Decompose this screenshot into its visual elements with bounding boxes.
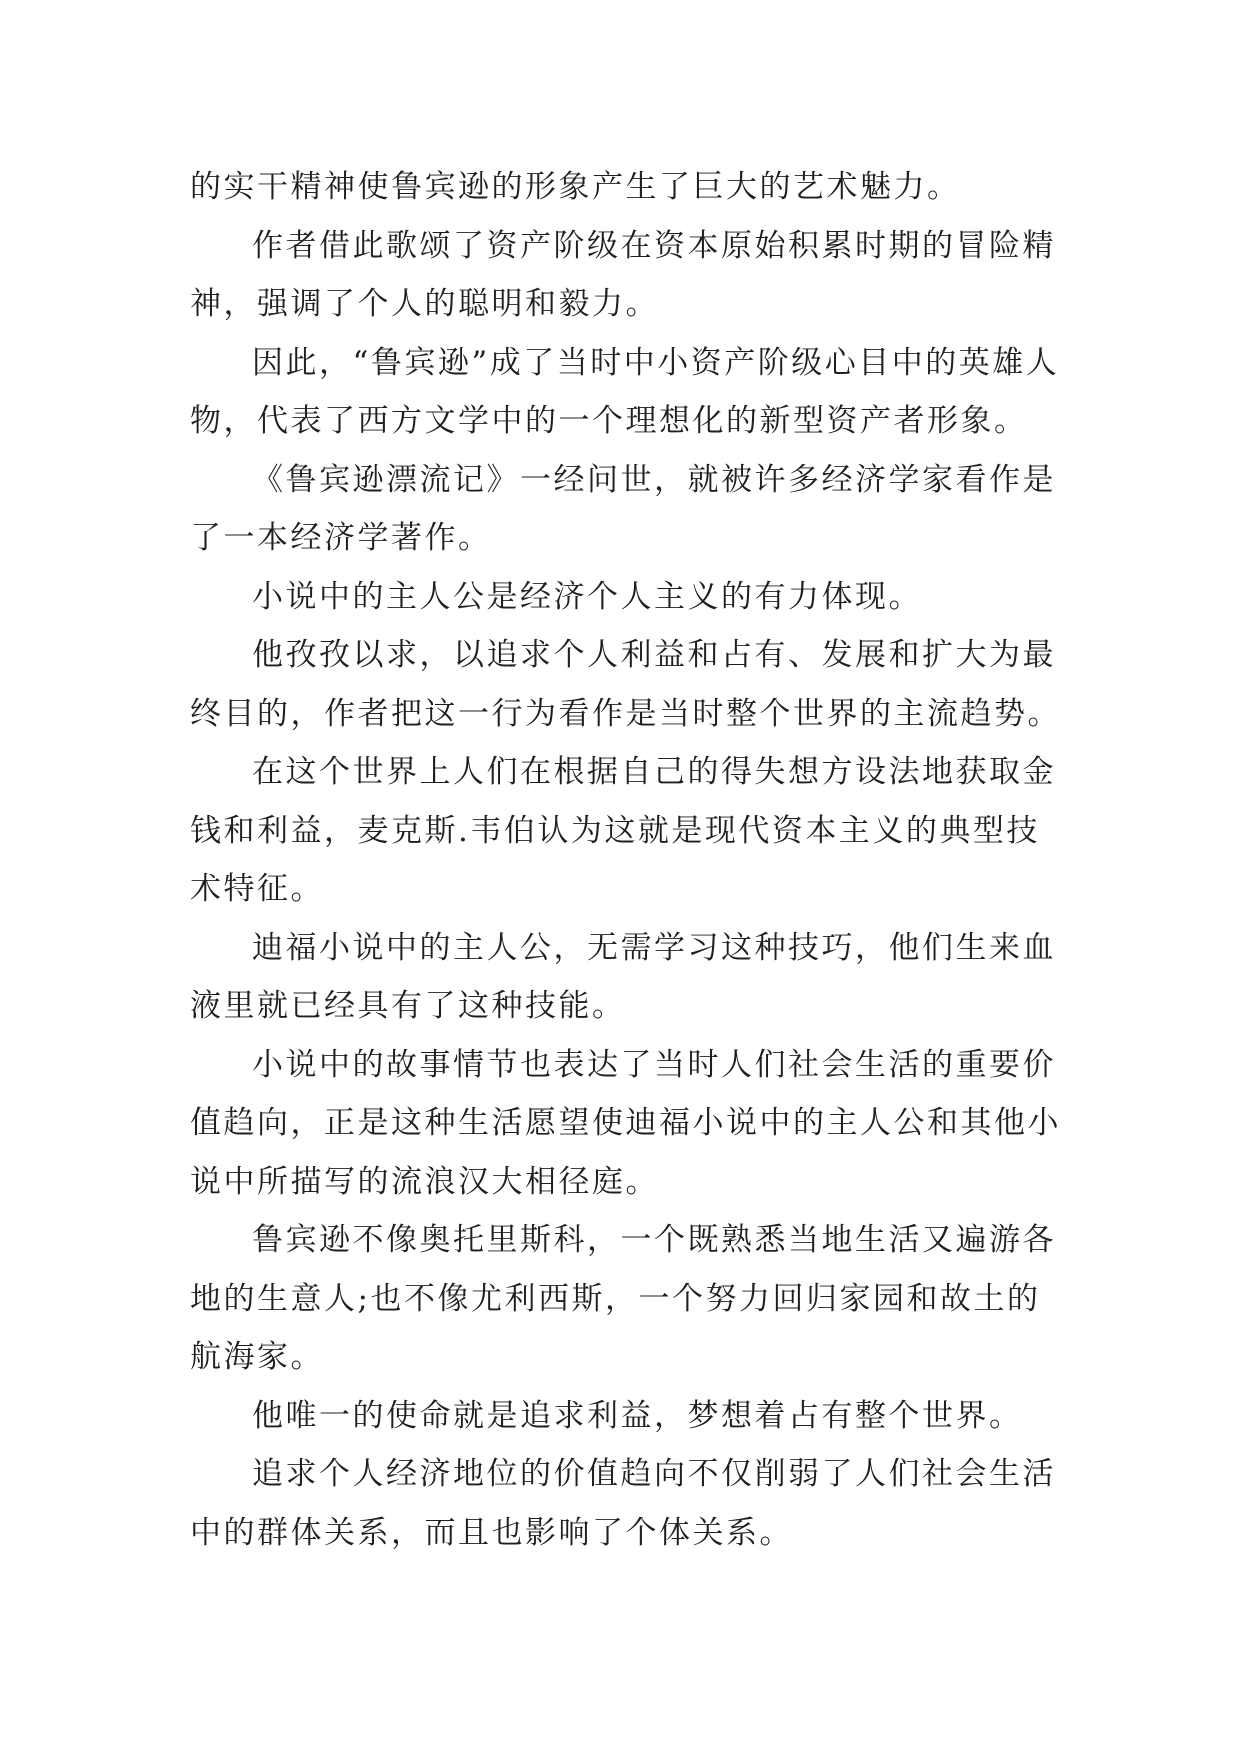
- paragraph-5: 小说中的主人公是经济个人主义的有力体现。: [252, 578, 922, 615]
- paragraph-6: 他孜孜以求，以追求个人利益和占有、发展和扩大为最终目的，作者把这一行为看作是当时整个世界的主流趋势。: [190, 637, 1061, 732]
- paragraph-2: 作者借此歌颂了资产阶级在资本原始积累时期的冒险精神，强调了个人的聪明和毅力。: [190, 227, 1056, 322]
- paragraph-11: 他唯一的使命就是追求利益，梦想着占有整个世界。: [252, 1397, 1023, 1434]
- body-text: [190, 158, 1070, 1562]
- paragraph-8: 迪福小说中的主人公，无需学习这种技巧，他们生来血液里就已经具有了这种技能。: [190, 929, 1056, 1024]
- paragraph-7: 在这个世界上人们在根据自己的得失想方设法地获取金钱和利益，麦克斯.韦伯认为这就是现代资本主义的典型技术特征。: [190, 754, 1056, 907]
- paragraph-10: 鲁宾逊不像奥托里斯科，一个既熟悉当地生活又遍游各地的生意人;也不像尤利西斯，一个努力回归家园和故土的航海家。: [190, 1222, 1056, 1375]
- paragraph-3: 因此，“鲁宾逊”成了当时中小资产阶级心目中的英雄人物，代表了西方文学中的一个理想化的新型资产者形象。: [190, 344, 1060, 439]
- paragraph-4: 《鲁宾逊漂流记》一经问世，就被许多经济学家看作是了一本经济学著作。: [190, 461, 1056, 556]
- paragraph-12: 追求个人经济地位的价值趋向不仅削弱了人们社会生活中的群体关系，而且也影响了个体关系。: [190, 1456, 1056, 1551]
- paragraph-1: 的实干精神使鲁宾逊的形象产生了巨大的艺术魅力。: [190, 169, 961, 205]
- paragraph-9: 小说中的故事情节也表达了当时人们社会生活的重要价值趋向，正是这种生活愿望使迪福小说中的主人公和其他小说中所描写的流浪汉大相径庭。: [190, 1046, 1061, 1200]
